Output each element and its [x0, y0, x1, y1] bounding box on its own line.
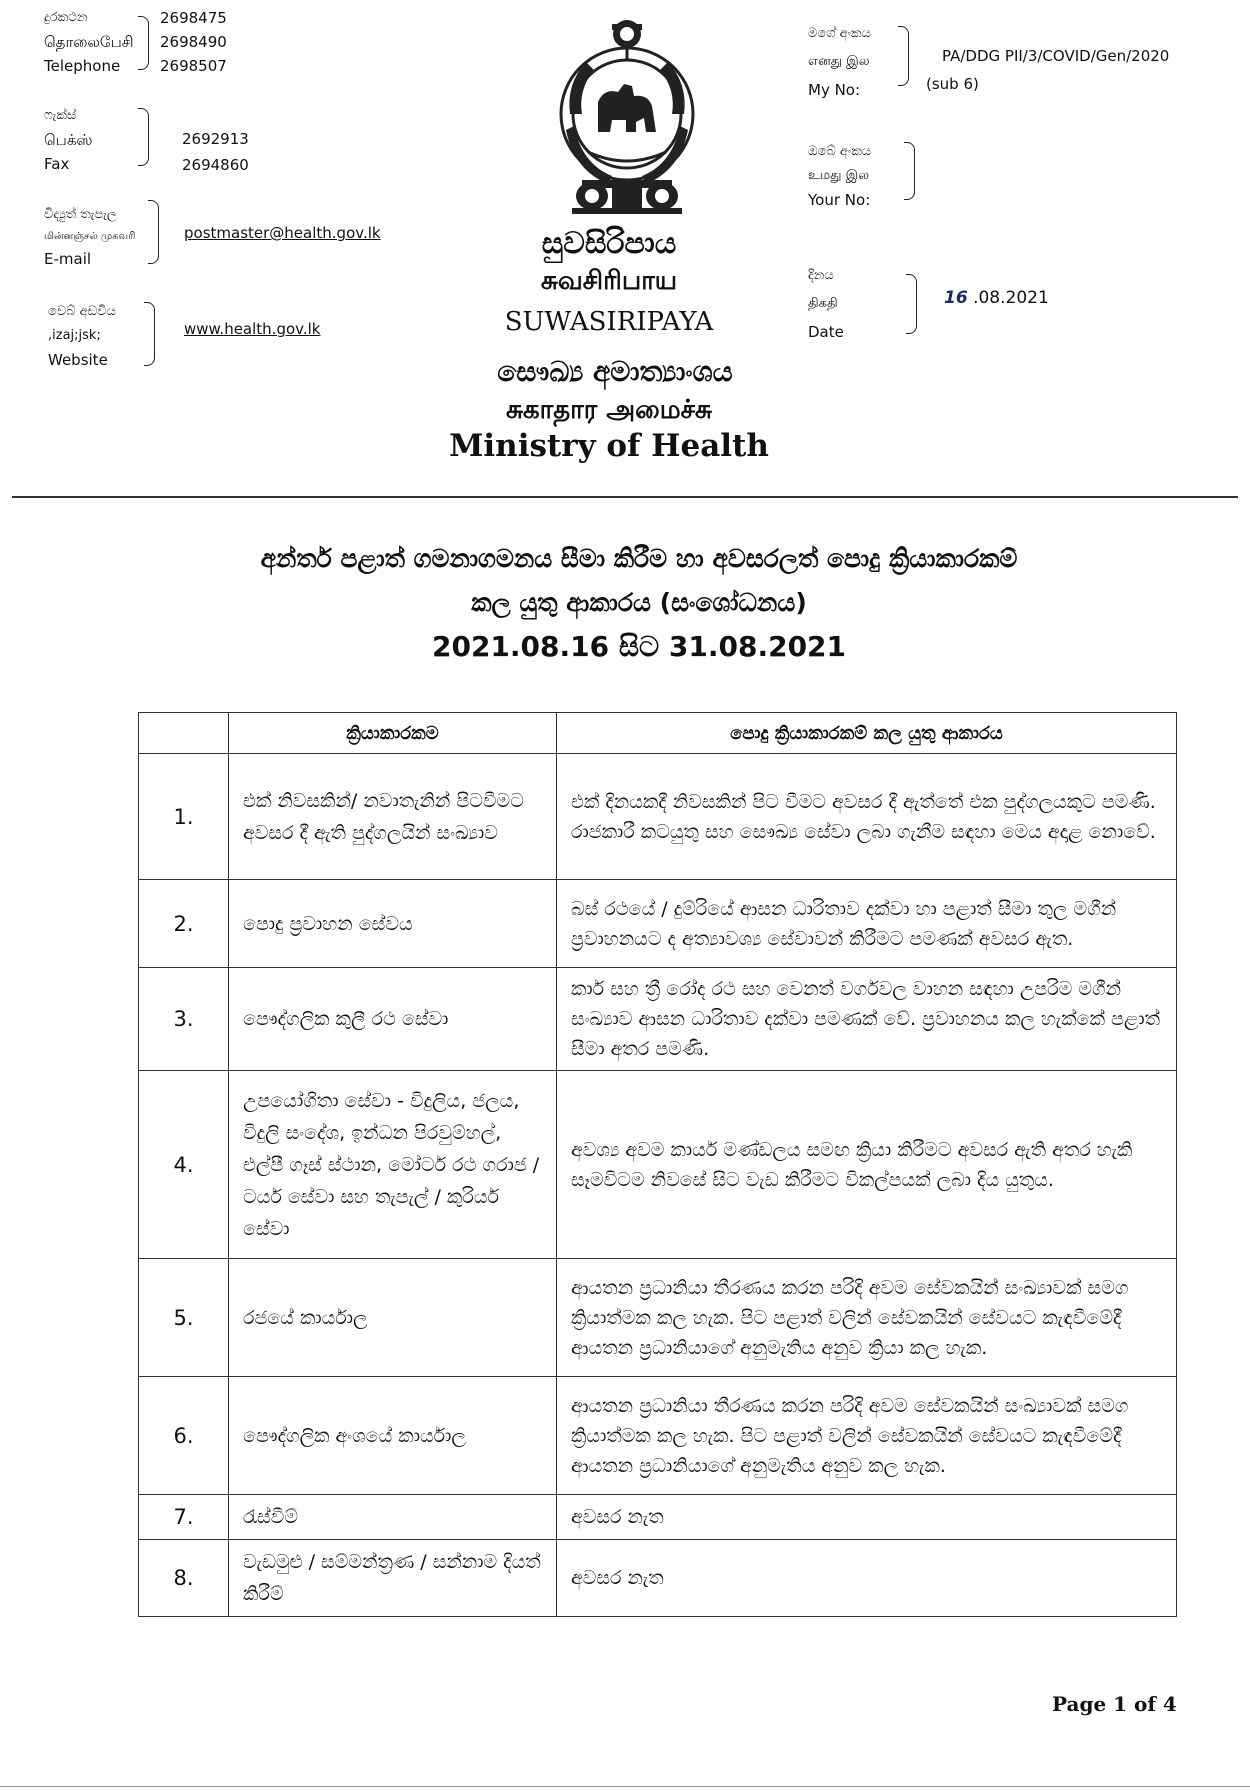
header-method: පොදු ක්‍රියාකාරකම් කල යුතු ආකාරය	[557, 713, 1177, 754]
row-activity: එක් නිවසකින්/ නවාතැනින් පිටවීමට අවසර දී ඇති පුද්ගලයින් සංඛ්‍යාව	[229, 754, 557, 880]
date-label-en: Date	[808, 323, 844, 341]
row-activity: වැඩමුළු / සම්මන්ත්‍රණ / සන්නාම දියත් කිරීම්	[229, 1540, 557, 1617]
activities-table	[138, 712, 1177, 1617]
telephone-numbers	[160, 6, 227, 78]
row-activity: පොදු ප්‍රවාහන සේවය	[229, 880, 557, 968]
fax-number-1: 2692913	[182, 130, 249, 148]
row-description: අවසර නැත	[557, 1495, 1177, 1540]
my-no-value-line2: (sub 6)	[926, 75, 979, 93]
suwasiripaya-en: SUWASIRIPAYA	[504, 307, 714, 337]
fax-label-si: ෆැක්ස්	[44, 108, 77, 123]
my-no-value-line1: PA/DDG PII/3/COVID/Gen/2020	[942, 47, 1170, 65]
date-day: 16	[944, 288, 968, 308]
row-activity: රැස්වීම්	[229, 1495, 557, 1540]
row-description: එක් දිනයකදී නිවසකින් පිට වීමට අවසර දී ඇත්තේ එක පුද්ගලයකුට පමණි. රාජකාරී කටයුතු සහ සෞඛ්‍ය සේවා ලබා ගැනීම සඳහා මෙය අදාළ නොවේ.	[557, 754, 1177, 880]
your-no-labels	[808, 140, 871, 212]
table-row	[139, 1540, 1177, 1617]
row-number: 8.	[139, 1540, 229, 1617]
row-number: 1.	[139, 754, 229, 880]
header-no	[139, 713, 229, 754]
telephone-label-si: දුරකථන	[44, 10, 88, 25]
row-activity: උපයෝගිතා සේවා - විදුලිය, ජලය, විදුලි සංදේශ, ඉන්ධන පිරවුම්හල්, එල්පී ගෑස් ස්ථාන, මෝටර් රථ ගරාජ / ටයර් සේවා සහ තැපැල් / කුරියර් සේවා	[229, 1071, 557, 1259]
email-label-si: විද්‍යුත් තැපැල	[44, 207, 117, 222]
row-description: බස් රථයේ / දුම්රියේ ආසන ධාරිතාව දක්වා හා පළාත් සීමා තුල මගීන් ප්‍රවාහනයට ද අත්‍යාවශ්‍ය සේවාවන් කිරීමට පමණක් අවසර ඇත.	[557, 880, 1177, 968]
my-no-brace	[898, 26, 909, 86]
row-number: 7.	[139, 1495, 229, 1540]
row-description: ආයතන ප්‍රධානියා තීරණය කරන පරිදි අවම සේවකයින් සංඛ්‍යාවක් සමග ක්‍රියාත්මක කල හැක. පිට පළාත් වලින් සේවකයින් සේවයට කැඳවීමේදී ආයතන ප්‍රධානියාගේ අනුමැතිය අනුව කල හැක.	[557, 1377, 1177, 1495]
row-description: අවශ්‍ය අවම කාර්ය මණ්ඩලය සමඟ ක්‍රියා කිරීමට අවසර ඇති අතර හැකි සෑමවිටම නිවසේ සිට වැඩ කිරීමට විකල්පයක් ලබා දිය යුතුය.	[557, 1071, 1177, 1259]
website-link[interactable]: www.health.gov.lk	[184, 320, 321, 338]
row-number: 4.	[139, 1071, 229, 1259]
header-divider	[12, 496, 1238, 498]
website-label-si: වෙබ් අඩවිය	[48, 304, 116, 319]
website-label-ta: ,izaj;jsk;	[48, 328, 101, 343]
ministry-en: Ministry of Health	[449, 428, 769, 464]
row-number: 3.	[139, 968, 229, 1071]
email-label-en: E-mail	[44, 250, 92, 268]
date-brace	[906, 274, 917, 334]
row-number: 5.	[139, 1259, 229, 1377]
date-labels	[808, 262, 844, 346]
page-number: Page 1 of 4	[1052, 1692, 1177, 1716]
my-no-label-si: මගේ අංකය	[808, 26, 871, 41]
table-row	[139, 1377, 1177, 1495]
table-row	[139, 1495, 1177, 1540]
doc-title-line1: අන්තර් පළාත් ගමනාගමනය සීමා කිරීම හා අවසරලත් පොදු ක්‍රියාකාරකම්	[260, 544, 1018, 573]
doc-title-line2: කල යුතු ආකාරය (සංශෝධනය)	[471, 588, 807, 617]
row-description: කාර් සහ ත්‍රී රෝද රථ සහ වෙනත් වර්ගවල වාහන සඳහා උපරිම මගීන් සංඛ්‍යාව ආසන ධාරිතාව දක්වා පමණක් වේ. ප්‍රවාහනය කල හැක්කේ පළාත් සීමා අතර පමණි.	[557, 968, 1177, 1071]
telephone-brace	[138, 16, 149, 70]
row-number: 6.	[139, 1377, 229, 1495]
my-no-label-ta: எனது இல	[808, 54, 870, 69]
your-no-brace	[904, 142, 915, 200]
fax-labels	[44, 104, 93, 176]
footer-divider	[0, 1786, 1250, 1787]
row-activity: පෞද්ගලික අංශයේ කාර්යාල	[229, 1377, 557, 1495]
table-row	[139, 1259, 1177, 1377]
date-label-ta: திகதி	[808, 296, 838, 311]
table-row	[139, 968, 1177, 1071]
your-no-label-ta: உமது இல	[808, 168, 870, 183]
ministry-si: සෞඛ්‍ය අමාත්‍යාංශය	[497, 355, 733, 388]
header-activity: ක්‍රියාකාරකම	[229, 713, 557, 754]
table-row	[139, 1071, 1177, 1259]
email-label-ta: மின்னஞ்சல் முகவரி	[44, 231, 136, 242]
fax-numbers	[182, 126, 249, 178]
row-number: 2.	[139, 880, 229, 968]
date-month-year: .08.2021	[967, 288, 1049, 308]
your-no-label-en: Your No:	[808, 191, 871, 209]
row-activity: පෞද්ගලික කුලී රථ සේවා	[229, 968, 557, 1071]
website-label-en: Website	[48, 351, 108, 369]
doc-title-line3: 2021.08.16 සිට 31.08.2021	[431, 630, 847, 663]
date-value	[944, 288, 1049, 308]
table-row	[139, 754, 1177, 880]
ministry-ta: சுகாதார அமைச்சு	[506, 395, 712, 425]
fax-label-en: Fax	[44, 155, 70, 173]
suwasiripaya-si: සුවසිරිපාය	[541, 226, 677, 261]
table-row	[139, 880, 1177, 968]
fax-brace	[138, 108, 149, 166]
row-description: ආයතන ප්‍රධානියා තීරණය කරන පරිදි අවම සේවකයින් සංඛ්‍යාවක් සමග ක්‍රියාත්මක කල හැක. පිට පළාත් වලින් සේවකයින් සේවයට කැඳවීමේදී ආයතන ප්‍රධානියාගේ අනුමැතිය අනුව ක්‍රියා කල හැක.	[557, 1259, 1177, 1377]
fax-label-ta: பெக்ஸ்	[44, 131, 93, 149]
email-link[interactable]: postmaster@health.gov.lk	[184, 224, 381, 242]
my-no-label-en: My No:	[808, 81, 861, 99]
row-description: අවසර නැත	[557, 1540, 1177, 1617]
national-emblem-icon	[552, 14, 702, 216]
telephone-number-2: 2698490	[160, 33, 227, 51]
telephone-number-3: 2698507	[160, 57, 227, 75]
row-activity: රජයේ කාර්යාල	[229, 1259, 557, 1377]
telephone-label-ta: தொலைபேசி	[44, 33, 134, 51]
my-no-value	[926, 42, 1170, 98]
your-no-label-si: ඔබේ අංකය	[808, 144, 872, 159]
date-label-si: දිනය	[808, 268, 834, 283]
my-no-labels	[808, 20, 871, 104]
telephone-number-1: 2698475	[160, 9, 227, 27]
table-header-row	[139, 713, 1177, 754]
telephone-label-en: Telephone	[44, 57, 121, 75]
telephone-labels	[44, 6, 134, 78]
suwasiripaya-ta: சுவசிரிபாய	[540, 266, 678, 296]
fax-number-2: 2694860	[182, 156, 249, 174]
